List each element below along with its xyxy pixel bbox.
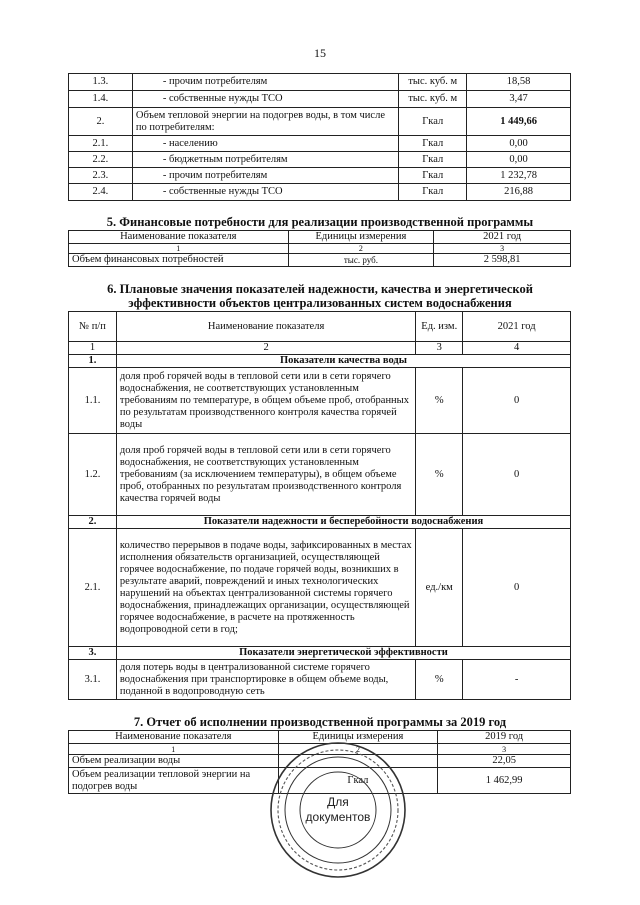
- group-row: 3. Показатели энергетической эффективности: [69, 647, 571, 660]
- section7-title: 7. Отчет об исполнении производственной программы за 2019 год: [133, 715, 507, 729]
- index-row: 1 2 3 4: [69, 342, 571, 355]
- table-row: 2.4. - собственные нужды ТСО Гкал 216,88: [69, 184, 571, 201]
- group-row: 2. Показатели надежности и бесперебойности водоснабжения: [69, 516, 571, 529]
- table-row: Объем финансовых потребностей тыс. руб. 2 598,81: [69, 254, 571, 267]
- table-header: Наименование показателя Единицы измерения 2019 год: [69, 731, 571, 744]
- table-row: 3.1. доля потерь воды в централизованной системе горячего водоснабжения при транспортировке в общем объеме воды, поданной в водопроводную сеть % -: [69, 660, 571, 700]
- index-row: 1 2 3: [69, 744, 571, 755]
- table-row: 2. Объем тепловой энергии на подогрев воды, в том числе по потребителям: Гкал 1 449,66: [69, 108, 571, 136]
- table-row: 2.1. - населению Гкал 0,00: [69, 136, 571, 152]
- table-row: 2.1. количество перерывов в подаче воды, зафиксированных в местах исполнения обязательств организацией, осуществляющей горячее водоснабжение, по подаче горячей воды, возникших в результате аварий, повреждений и иных технологических нарушений на объектах централизованной системы горячего водоснабжения, принадлежащих организации, осуществляющей горячее водоснабжение, в расчете на протяженность водопроводной сети в год; ед./км 0: [69, 529, 571, 647]
- table-row: Объем реализации тепловой энергии на подогрев воды Гкал 1 462,99: [69, 768, 571, 794]
- page-number: 15: [314, 46, 326, 60]
- group-row: 1. Показатели качества воды: [69, 355, 571, 368]
- table-row: 1.3. - прочим потребителям тыс. куб. м 18,58: [69, 74, 571, 91]
- table-row: 1.1. доля проб горячей воды в тепловой сети или в сети горячего водоснабжения, не соответствующих установленным требованиям по температуре, в общем объеме проб, отобранных по результатам производственного контроля качества горячей воды % 0: [69, 368, 571, 434]
- table-row: 1.2. доля проб горячей воды в тепловой сети или в сети горячего водоснабжения, не соответствующих установленным требованиям (за исключением температуры), в общем объеме проб, отобранных по результатам производственного контроля качества горячей воды % 0: [69, 434, 571, 516]
- indicators-table: [68, 311, 571, 700]
- section5-title: 5. Финансовые потребности для реализации производственной программы: [106, 215, 534, 229]
- table-row: 2.2. - бюджетным потребителям Гкал 0,00: [69, 152, 571, 168]
- stamp-text-2: документов: [305, 810, 371, 824]
- finance-table: [68, 230, 571, 267]
- section6-title-line1: 6. Плановые значения показателей надежности, качества и энергетической: [107, 282, 533, 296]
- round-stamp: [268, 740, 408, 880]
- table-row: Объем реализации воды 22,05: [69, 755, 571, 768]
- volume-table: [68, 73, 571, 201]
- stamp-text-1: Для: [327, 795, 349, 809]
- table-header: Наименование показателя Единицы измерения 2021 год: [69, 231, 571, 244]
- table-header: № п/п Наименование показателя Ед. изм. 2021 год: [69, 312, 571, 342]
- table-row: 2.3. - прочим потребителям Гкал 1 232,78: [69, 168, 571, 184]
- index-row: 1 2 3: [69, 244, 571, 254]
- table-row: 1.4. - собственные нужды ТСО тыс. куб. м 3,47: [69, 91, 571, 108]
- section6-title-line2: эффективности объектов централизованных систем водоснабжения: [128, 296, 512, 310]
